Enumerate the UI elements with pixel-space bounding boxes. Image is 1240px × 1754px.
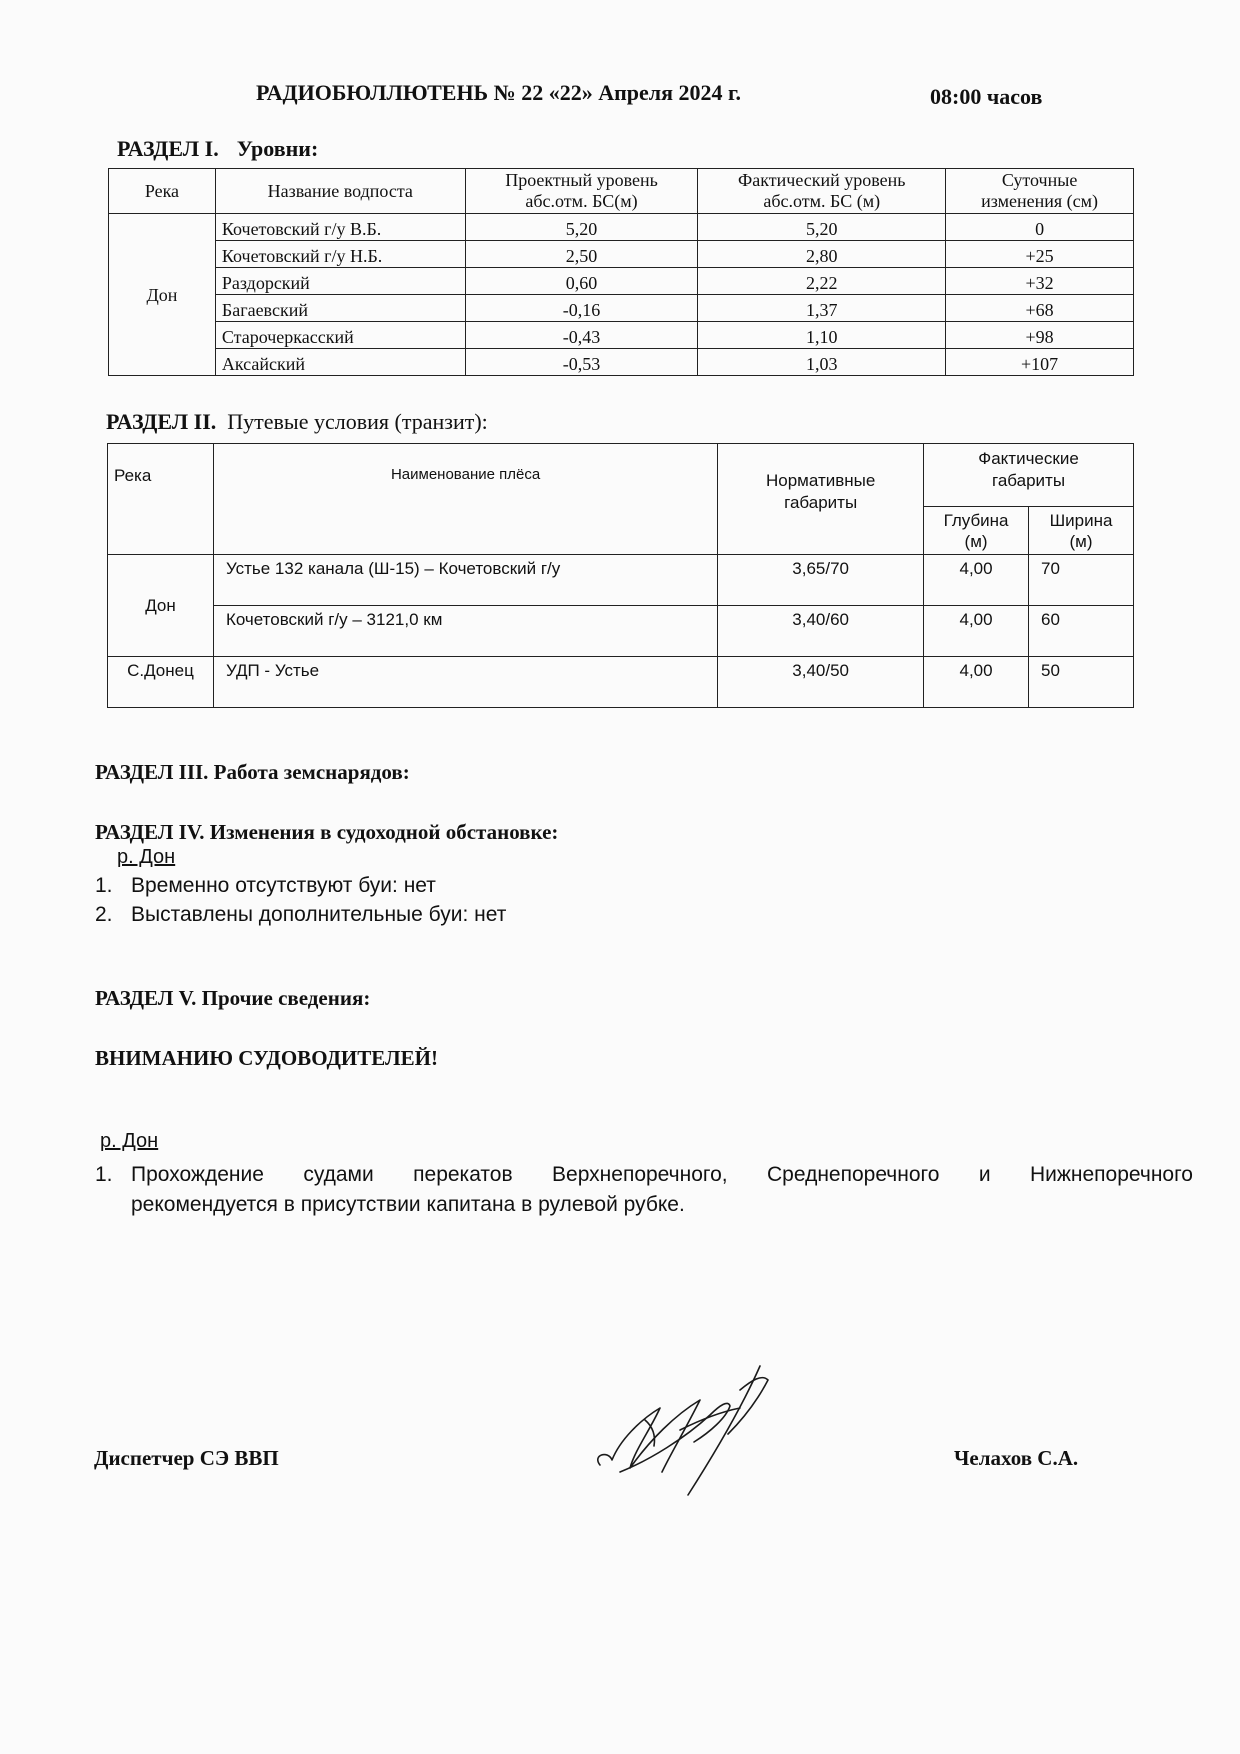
header-post: Название водпоста [215, 169, 465, 214]
table-row [109, 349, 1134, 376]
header-actual-level [698, 169, 946, 214]
section4-title: РАЗДЕЛ IV. Изменения в судоходной обстановке: [95, 820, 559, 844]
daily-change: 0 [946, 214, 1134, 241]
table-row [108, 606, 1134, 657]
actual-level: 1,37 [698, 295, 946, 322]
table-row [108, 657, 1134, 708]
daily-change: +25 [946, 241, 1134, 268]
section1-label: РАЗДЕЛ I. [117, 136, 219, 161]
header-design-line2: абс.отм. БС(м) [525, 191, 638, 211]
levels-table [108, 168, 1134, 376]
header-river: Река [109, 169, 216, 214]
note-text-line1: Прохождение судами перекатов Верхнепоречного, Среднепоречного и Нижнепоречного [131, 1163, 1193, 1186]
river-cell: Дон [108, 555, 214, 657]
header-fact-line2: габариты [992, 471, 1066, 490]
header-normative [718, 444, 924, 555]
actual-depth: 4,00 [924, 606, 1029, 657]
post-name: Аксайский [215, 349, 465, 376]
table-row [108, 555, 1134, 606]
section2-label: РАЗДЕЛ II. [106, 409, 217, 434]
actual-width: 60 [1029, 606, 1134, 657]
section5-title: РАЗДЕЛ V. Прочие сведения: [95, 986, 371, 1010]
note-line1 [95, 1160, 1193, 1190]
post-name: Кочетовский г/у Н.Б. [215, 241, 465, 268]
reach-name: Кочетовский г/у – 3121,0 км [213, 606, 717, 657]
header-width-line2: (м) [1069, 532, 1093, 551]
list-item [95, 874, 436, 898]
note-text-line2: рекомендуется в присутствии капитана в рулевой рубке. [131, 1193, 685, 1216]
header-fact-line1: Фактические [978, 449, 1079, 468]
section2-subtitle: Путевые условия (транзит): [227, 409, 488, 434]
header-change-line2: изменения (см) [981, 191, 1099, 211]
list-item-text: Выставлены дополнительные буи: нет [131, 903, 507, 926]
table-row [109, 268, 1134, 295]
river-cell: С.Донец [108, 657, 214, 708]
design-level: 5,20 [465, 214, 698, 241]
table-row [109, 241, 1134, 268]
river-cell: Дон [109, 214, 216, 376]
header-depth-line1: Глубина [943, 511, 1009, 530]
daily-change: +107 [946, 349, 1134, 376]
header-daily-change [946, 169, 1134, 214]
transit-table-header [108, 444, 1134, 507]
design-level: -0,53 [465, 349, 698, 376]
section2-title [106, 409, 488, 435]
header-actual-line1: Фактический уровень [738, 170, 906, 190]
daily-change: +32 [946, 268, 1134, 295]
header-actual-line2: абс.отм. БС (м) [763, 191, 881, 211]
table-row [109, 214, 1134, 241]
header-actual [924, 444, 1134, 507]
bulletin-title: РАДИОБЮЛЛЮТЕНЬ № 22 «22» Апреля 2024 г. [256, 80, 742, 105]
actual-width: 70 [1029, 555, 1134, 606]
actual-level: 2,22 [698, 268, 946, 295]
normative-dims: 3,65/70 [718, 555, 924, 606]
list-item-number: 1. [95, 874, 113, 897]
design-level: 2,50 [465, 241, 698, 268]
list-item-text: Временно отсутствуют буи: нет [131, 874, 436, 897]
design-level: -0,43 [465, 322, 698, 349]
actual-level: 5,20 [698, 214, 946, 241]
header-depth-line2: (м) [964, 532, 988, 551]
design-level: 0,60 [465, 268, 698, 295]
dispatcher-name: Челахов С.А. [954, 1446, 1079, 1470]
note-number: 1. [95, 1163, 113, 1186]
table-row [109, 295, 1134, 322]
post-name: Старочеркасский [215, 322, 465, 349]
normative-dims: 3,40/50 [718, 657, 924, 708]
reach-name: УДП - Устье [213, 657, 717, 708]
section4-river: р. Дон [117, 846, 176, 868]
list-item-number: 2. [95, 903, 113, 926]
header-norm-line1: Нормативные [765, 471, 876, 490]
bulletin-time: 08:00 часов [930, 84, 1043, 109]
actual-level: 1,03 [698, 349, 946, 376]
attention-title: ВНИМАНИЮ СУДОВОДИТЕЛЕЙ! [95, 1046, 438, 1070]
section1-subtitle: Уровни: [236, 136, 319, 161]
header-reach: Наименование плёса [213, 444, 717, 555]
header-depth [924, 507, 1029, 555]
post-name: Раздорский [215, 268, 465, 295]
header-design-line1: Проектный уровень [505, 170, 658, 190]
actual-level: 1,10 [698, 322, 946, 349]
header-norm-line2: габариты [784, 493, 858, 512]
design-level: -0,16 [465, 295, 698, 322]
header-width-line1: Ширина [1049, 511, 1113, 530]
attention-river: р. Дон [100, 1130, 159, 1152]
levels-table-header [109, 169, 1134, 214]
table-row [109, 322, 1134, 349]
header-width [1029, 507, 1134, 555]
actual-depth: 4,00 [924, 555, 1029, 606]
section3-title: РАЗДЕЛ III. Работа земснарядов: [95, 760, 410, 784]
attention-note [95, 1160, 1193, 1220]
post-name: Кочетовский г/у В.Б. [215, 214, 465, 241]
header-river: Река [108, 444, 214, 555]
header-design-level [465, 169, 698, 214]
signature-image [590, 1360, 790, 1500]
normative-dims: 3,40/60 [718, 606, 924, 657]
post-name: Багаевский [215, 295, 465, 322]
reach-name: Устье 132 канала (Ш-15) – Кочетовский г/у [213, 555, 717, 606]
header-change-line1: Суточные [1001, 170, 1078, 190]
dispatcher-role: Диспетчер СЭ ВВП [94, 1446, 279, 1470]
actual-width: 50 [1029, 657, 1134, 708]
daily-change: +68 [946, 295, 1134, 322]
actual-depth: 4,00 [924, 657, 1029, 708]
transit-table [107, 443, 1134, 708]
list-item [95, 903, 506, 927]
daily-change: +98 [946, 322, 1134, 349]
actual-level: 2,80 [698, 241, 946, 268]
section1-title [117, 136, 318, 162]
